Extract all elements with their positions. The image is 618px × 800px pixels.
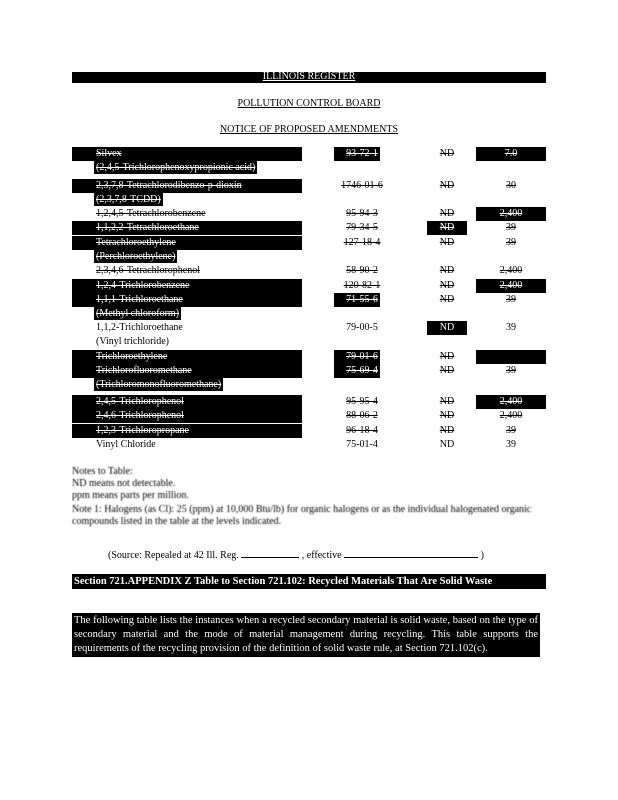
nd-value: ND — [439, 351, 455, 362]
board-title: POLLUTION CONTROL BOARD — [237, 98, 381, 109]
compound-name: 2,3,4,6-Tetrachlorophenol — [96, 265, 200, 276]
concentration-value: 39 — [506, 425, 516, 436]
effective-blank — [344, 548, 478, 558]
source-prefix: (Source: Repealed at 42 Ill. Reg. — [108, 550, 239, 561]
table-row — [72, 147, 546, 161]
concentration-value: 39 — [506, 439, 516, 450]
nd-value: ND — [439, 148, 455, 159]
register-title: ILLINOIS REGISTER — [262, 71, 356, 82]
cas-number: 75-69-4 — [346, 365, 378, 376]
cas-number: 95-95-4 — [346, 396, 378, 407]
compound-name: 1,1,2-Trichloroethane — [96, 322, 183, 333]
concentration-value: 39 — [506, 222, 516, 233]
notice-title: NOTICE OF PROPOSED AMENDMENTS — [219, 124, 399, 135]
nd-value: ND — [439, 294, 455, 305]
compound-synonym: (2,4,5-Trichlorophenoxypropionic acid) — [96, 162, 256, 173]
cas-number: 79-34-5 — [346, 222, 378, 233]
cas-number: 79-00-5 — [346, 322, 378, 333]
compound-name: 2,4,6-Trichlorophenol — [96, 410, 184, 421]
cas-number: 79-01-6 — [346, 351, 378, 362]
concentration-value: 7.0 — [504, 148, 518, 159]
compound-name: 2,4,5-Trichlorophenol — [96, 396, 184, 407]
concentration-value: 39 — [506, 351, 516, 362]
table-row — [72, 438, 546, 452]
table-notes — [72, 466, 546, 528]
table-row — [72, 364, 546, 378]
nd-value: ND — [439, 425, 455, 436]
nd-value: ND — [439, 222, 455, 233]
register-blank — [241, 548, 299, 558]
cas-number: 71-55-6 — [346, 294, 378, 305]
nd-value: ND — [439, 237, 455, 248]
table-row — [72, 207, 546, 221]
table-row — [72, 179, 546, 193]
cas-number: 95-94-3 — [346, 208, 378, 219]
source-note — [108, 548, 484, 562]
compound-synonym: (Perchloroethylene) — [96, 251, 176, 262]
cas-number: 88-06-2 — [346, 410, 378, 421]
nd-value: ND — [439, 439, 455, 450]
compound-name: 1,2,4,5-Tetrachlorobenzene — [96, 208, 206, 219]
compound-name: 1,2,3-Trichloropropane — [96, 425, 189, 436]
table-row — [72, 350, 546, 364]
compound-name: 2,3,7,8-Tetrachlorodibenzo-p-dioxin — [96, 180, 242, 191]
concentration-value: 2,400 — [499, 265, 523, 276]
compound-synonym: (2,3,7,8-TCDD) — [96, 194, 161, 205]
table-row — [72, 221, 546, 235]
compound-name: Tetrachloroethylene — [96, 237, 176, 248]
cas-number: 120-82-1 — [343, 280, 381, 291]
compound-name: 1,1,2,2-Tetrachloroethane — [96, 222, 199, 233]
cas-number: 127-18-4 — [343, 237, 381, 248]
concentration-value: 2,400 — [499, 396, 523, 407]
table-row — [72, 395, 546, 409]
concentration-value: 30 — [506, 180, 516, 191]
nd-value: ND — [439, 208, 455, 219]
nd-value: ND — [439, 265, 455, 276]
concentration-value: 39 — [506, 237, 516, 248]
compound-synonym: (Methyl chloroform) — [96, 308, 180, 319]
table-row — [72, 279, 546, 293]
cas-number: 58-90-2 — [346, 265, 378, 276]
table-row — [72, 424, 546, 438]
concentration-value: 2,400 — [499, 208, 523, 219]
nd-value: ND — [439, 396, 455, 407]
cas-number: 1746-01-6 — [341, 180, 383, 191]
nd-value: ND — [439, 280, 455, 291]
table-row — [72, 321, 546, 335]
cas-number: 93-72-1 — [346, 148, 378, 159]
concentration-value: 39 — [506, 365, 516, 376]
notes-halogens: Note 1: Halogens (as Cl): 25 (ppm) at 10,000 Btu/lb) for organic halogens or as the individual halogenated organic compounds listed in the table at the levels indicated. — [72, 504, 532, 527]
compound-synonym: (Vinyl trichloride) — [96, 336, 169, 347]
compound-name: Trichlorofluoromethane — [96, 365, 192, 376]
table-row — [72, 293, 546, 307]
concentration-value: 2,400 — [499, 410, 523, 421]
compound-name: Silvex — [96, 148, 122, 159]
nd-value: ND — [439, 365, 455, 376]
notes-ppm: ppm means parts per million. — [72, 490, 189, 501]
table-row — [72, 409, 546, 423]
source-suffix: ) — [480, 550, 484, 561]
table-row — [72, 236, 546, 250]
nd-value: ND — [439, 322, 455, 333]
table-row — [72, 264, 546, 278]
section-heading: Section 721.APPENDIX Z Table to Section 721.102: Recycled Materials That Are Solid Waste — [72, 574, 546, 589]
notes-nd: ND means not detectable. — [72, 478, 176, 489]
cas-number: 96-18-4 — [346, 425, 378, 436]
compound-name: Trichloroethylene — [96, 351, 168, 362]
concentration-value: 2,400 — [499, 280, 523, 291]
compound-name: Vinyl Chloride — [96, 439, 156, 450]
nd-value: ND — [439, 410, 455, 421]
section-paragraph: The following table lists the instances when a recycled secondary material is solid waste, based on the type of secondary material and the mode of material management during recycling. This table supports the requirements of the recycling provision of the definition of solid waste rule, at Section 721.102(c). — [72, 613, 540, 657]
concentration-value: 39 — [506, 322, 516, 333]
concentration-value: 39 — [506, 294, 516, 305]
notes-title: Notes to Table: — [72, 466, 133, 477]
compound-name: 1,1,1-Trichloroethane — [96, 294, 183, 305]
source-effective: , effective — [301, 550, 342, 561]
compound-name: 1,2,4-Trichlorobenzene — [96, 280, 190, 291]
cas-number: 75-01-4 — [346, 439, 378, 450]
nd-value: ND — [439, 180, 455, 191]
compound-synonym: (Trichloromonofluoromethane) — [96, 379, 222, 390]
